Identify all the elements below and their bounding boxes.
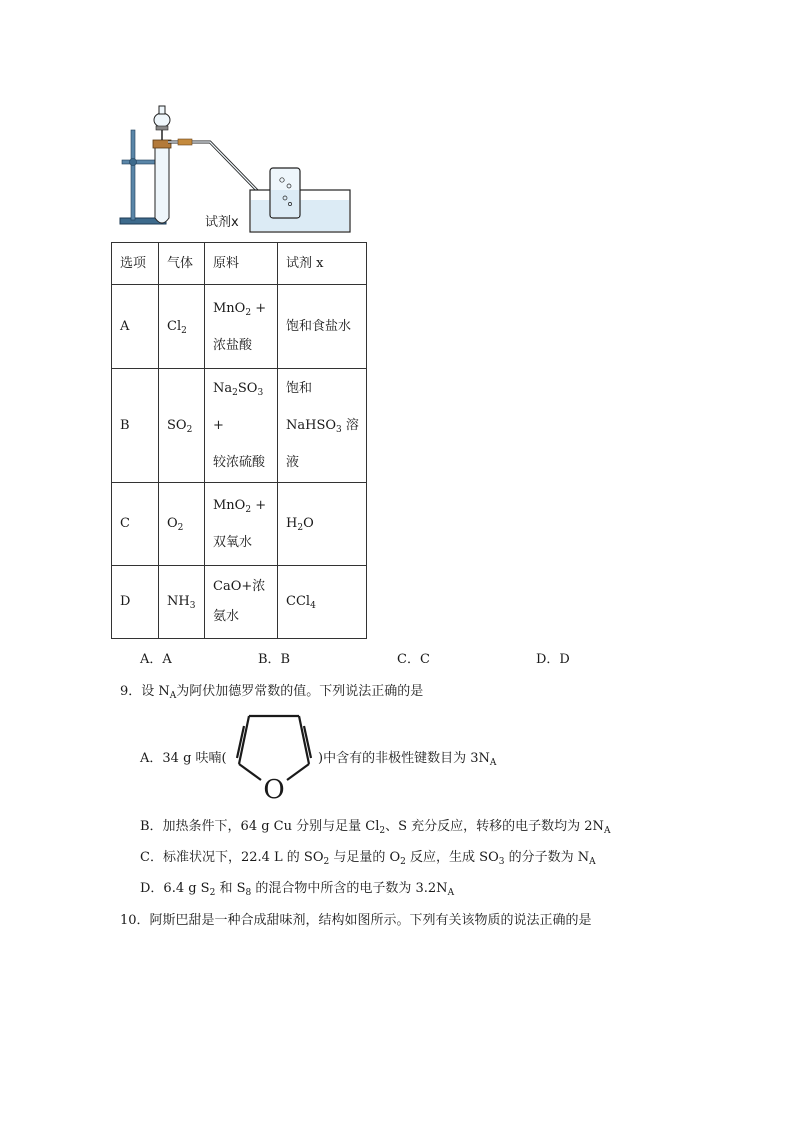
choice-b[interactable]: B．B	[258, 652, 291, 667]
question-9-option-d[interactable]: D．6.4 g $S_2$ 和 $S_8$ 的混合物中所含的电子数为 $3.2N_A$	[140, 881, 455, 898]
question-9-option-c[interactable]: C．标准状况下，22.4 L 的 $SO_2$ 与足量的 $O_2$ 反应，生成 $SO_3$ 的分子数为 $N_A$	[140, 850, 596, 867]
option-cell: C	[112, 483, 159, 566]
reagent-cell: 饱和 NaHSO$_3$ 溶 液	[278, 369, 367, 483]
raw-cell: MnO$_2$ + 双氧水	[205, 483, 278, 566]
reagent-cell: $H_2O$	[278, 483, 367, 566]
gas-cell: $Cl_2$	[159, 285, 205, 369]
options-table	[111, 242, 367, 639]
table-row	[112, 369, 367, 483]
question-9-option-b[interactable]: B．加热条件下，64 g Cu 分别与足量 $Cl_2$、S 充分反应，转移的电子数均为 $2N_A$	[140, 819, 611, 836]
reagent-x-label: 试剂x	[205, 215, 239, 230]
furan-structure	[233, 712, 315, 802]
question-9-option-a-tail: )中含有的非极性键数目为 $3N_A$	[318, 751, 497, 768]
header-option: 选项	[112, 243, 159, 285]
table-row	[112, 483, 367, 566]
table-row	[112, 285, 367, 369]
header-reagent: 试剂 x	[278, 243, 367, 285]
header-gas: 气体	[159, 243, 205, 285]
furan-oxygen-label: O	[263, 775, 285, 802]
header-raw: 原料	[205, 243, 278, 285]
table-row	[112, 566, 367, 639]
raw-cell: $Na_2SO_3$ + 较浓硫酸	[205, 369, 278, 483]
gas-apparatus-figure	[110, 100, 380, 240]
option-cell: A	[112, 285, 159, 369]
gas-cell: $NH_3$	[159, 566, 205, 639]
question-9-stem: 9．设 $N_A$为阿伏加德罗常数的值。下列说法正确的是	[120, 684, 424, 701]
choice-a[interactable]: A．A	[140, 652, 172, 667]
raw-cell: CaO+浓 氨水	[205, 566, 278, 639]
option-cell: D	[112, 566, 159, 639]
choice-d[interactable]: D．D	[536, 652, 570, 667]
raw-cell: MnO$_2$ + 浓盐酸	[205, 285, 278, 369]
reagent-cell: 饱和食盐水	[278, 285, 367, 369]
choice-c[interactable]: C．C	[397, 652, 430, 667]
reagent-cell: CCl$_4$	[278, 566, 367, 639]
table-header-row	[112, 243, 367, 285]
question-10-stem: 10．阿斯巴甜是一种合成甜味剂，结构如图所示。下列有关该物质的说法正确的是	[120, 913, 592, 928]
gas-cell: $SO_2$	[159, 369, 205, 483]
option-cell: B	[112, 369, 159, 483]
question-9-option-a[interactable]: A．34 g 呋喃(	[140, 751, 227, 766]
gas-cell: $O_2$	[159, 483, 205, 566]
